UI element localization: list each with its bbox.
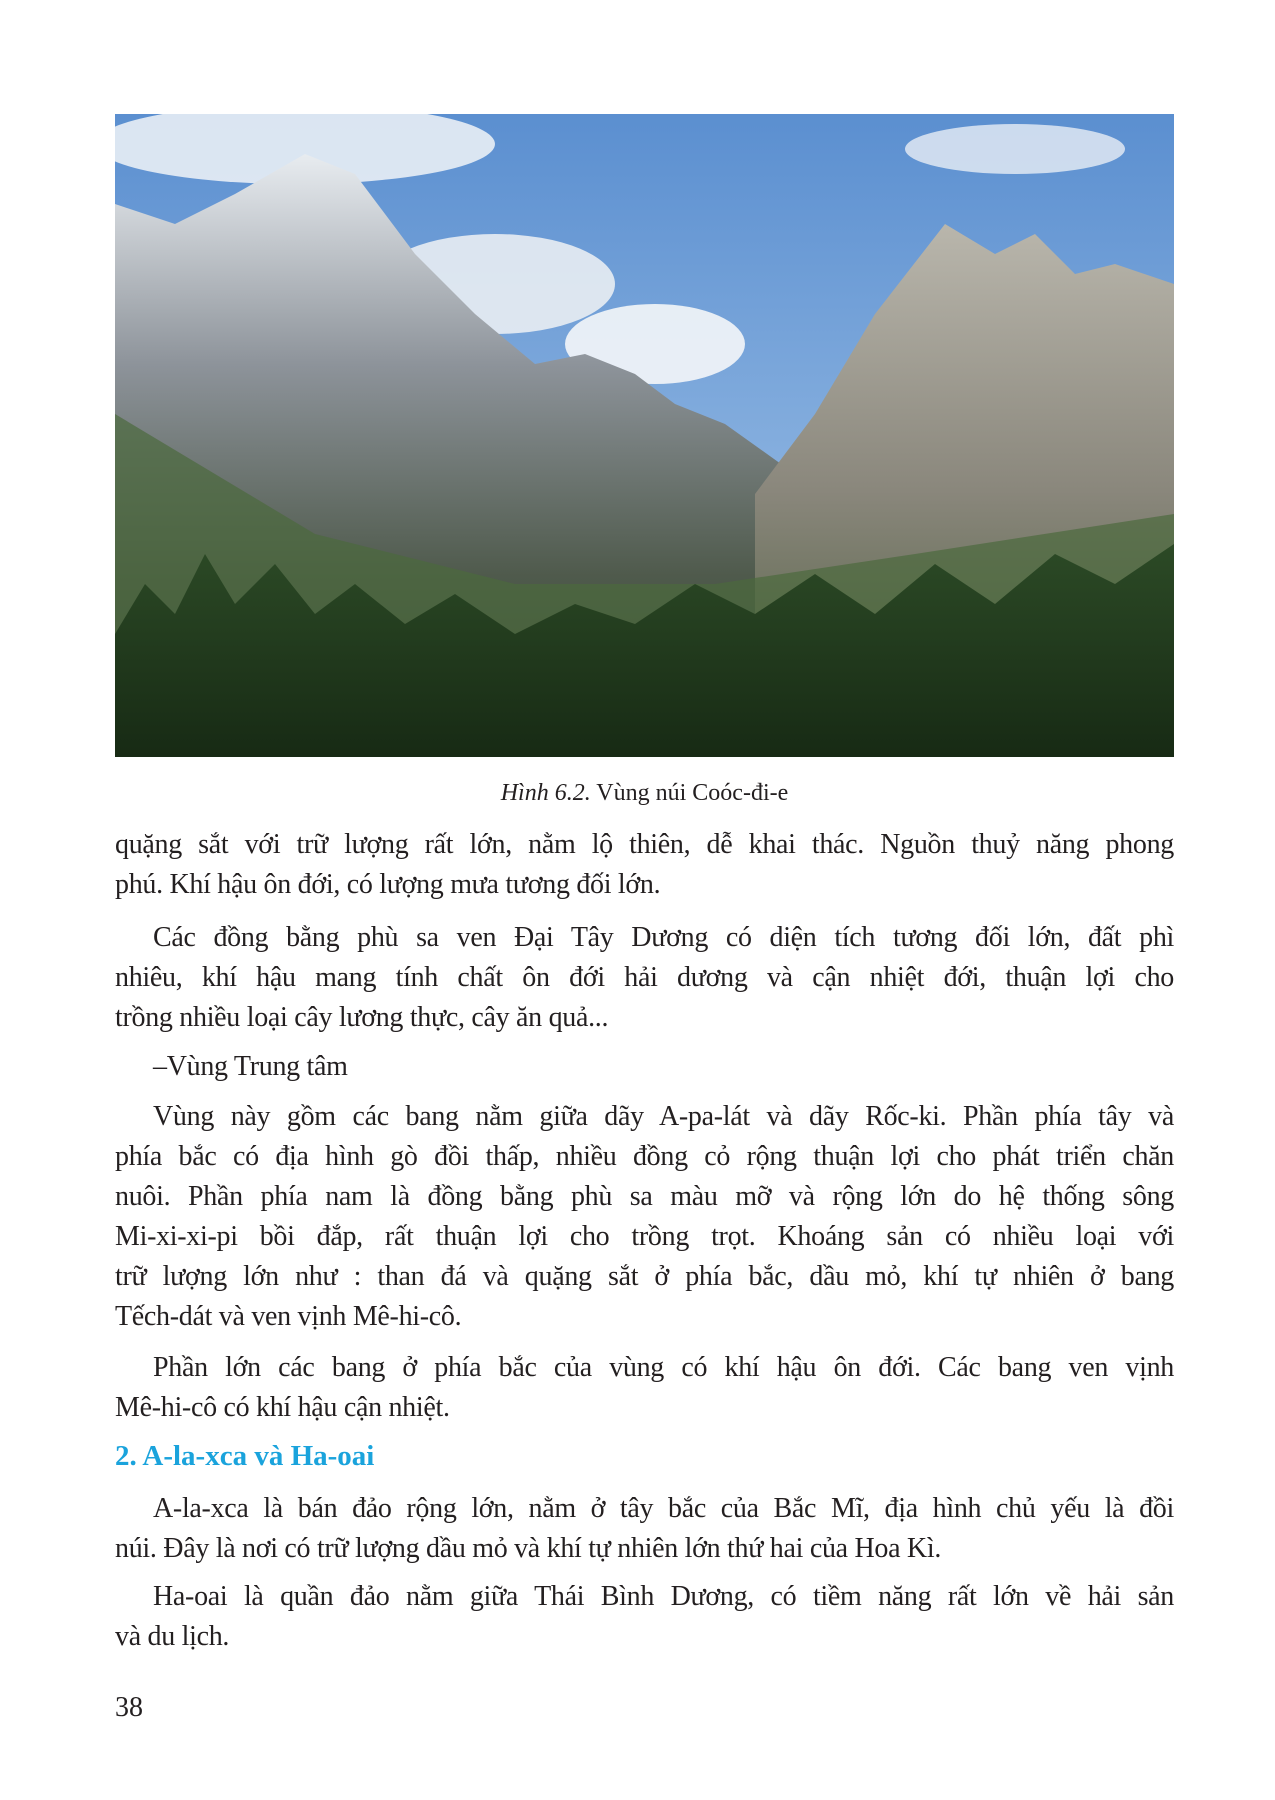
text-line: Phần lớn các bang ở phía bắc của vùng có khí hậu ôn đới. Các bang ven vịnh [153, 1352, 1174, 1383]
text-line: quặng sắt với trữ lượng rất lớn, nằm lộ thiên, dễ khai thác. Nguồn thuỷ năng phong [115, 829, 1174, 860]
text-line: Ha-oai là quần đảo nằm giữa Thái Bình Dương, có tiềm năng rất lớn về hải sản [153, 1581, 1174, 1612]
text-line: A-la-xca là bán đảo rộng lớn, nằm ở tây bắc của Bắc Mĩ, địa hình chủ yếu là đồi [153, 1493, 1174, 1524]
page-number: 38 [115, 1692, 143, 1723]
text-line: nuôi. Phần phía nam là đồng bằng phù sa màu mỡ và rộng lớn do hệ thống sông [115, 1181, 1174, 1212]
text-line: Các đồng bằng phù sa ven Đại Tây Dương có diện tích tương đối lớn, đất phì [153, 922, 1174, 953]
figure-label: Hình 6.2. [500, 780, 591, 806]
text-line: Vùng này gồm các bang nằm giữa dãy A-pa-lát và dãy Rốc-ki. Phần phía tây và [153, 1101, 1174, 1132]
text-line: Mi-xi-xi-pi bồi đắp, rất thuận lợi cho trồng trọt. Khoáng sản có nhiều loại với [115, 1221, 1174, 1252]
figure-title: Vùng núi Coóc-đi-e [596, 780, 789, 806]
text-line: Tếch-dát và ven vịnh Mê-hi-cô. [115, 1301, 462, 1332]
figure-caption [115, 780, 1174, 807]
section-heading: 2. A-la-xca và Ha-oai [115, 1440, 375, 1472]
text-line: núi. Đây là nơi có trữ lượng dầu mỏ và khí tự nhiên lớn thứ hai của Hoa Kì. [115, 1533, 942, 1564]
text-line: phú. Khí hậu ôn đới, có lượng mưa tương đối lớn. [115, 869, 661, 900]
text-line: và du lịch. [115, 1621, 230, 1652]
text-line: trồng nhiều loại cây lương thực, cây ăn quả... [115, 1002, 609, 1033]
mountain-photo [115, 114, 1174, 757]
text-line: Mê-hi-cô có khí hậu cận nhiệt. [115, 1392, 450, 1423]
text-line: trữ lượng lớn như : than đá và quặng sắt ở phía bắc, dầu mỏ, khí tự nhiên ở bang [115, 1261, 1174, 1292]
text-line: phía bắc có địa hình gò đồi thấp, nhiều đồng cỏ rộng thuận lợi cho phát triển chăn [115, 1141, 1174, 1172]
text-line: nhiêu, khí hậu mang tính chất ôn đới hải dương và cận nhiệt đới, thuận lợi cho [115, 962, 1174, 993]
subheading-central-region: –Vùng Trung tâm [153, 1051, 348, 1082]
